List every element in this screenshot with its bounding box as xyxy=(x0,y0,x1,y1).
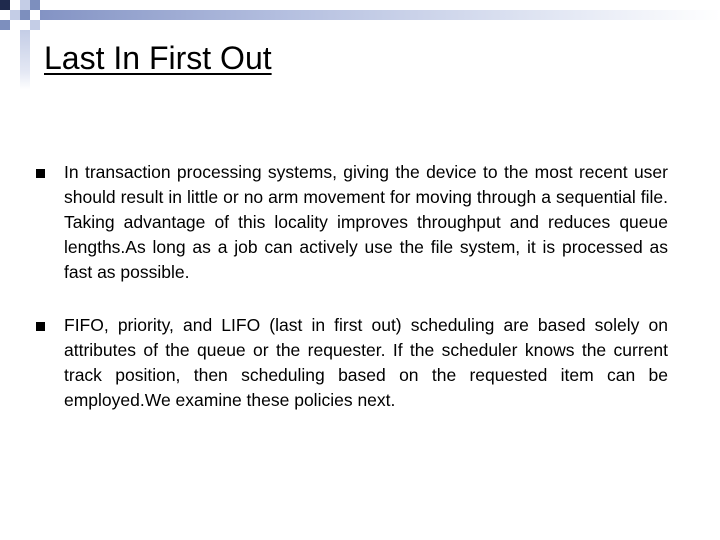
bullet-item xyxy=(36,160,668,285)
bullet-list xyxy=(36,160,668,441)
decor-square xyxy=(30,0,40,10)
bullet-item xyxy=(36,313,668,413)
bullet-text: In transaction processing systems, giving the device to the most recent user should result in little or no arm movement for moving through a sequential file. Taking advantage of this locality improves throughput and reduces queue lengths.As long as a job can actively use the file system, it is processed as fast as possible. xyxy=(64,162,668,282)
decorative-top-bar xyxy=(40,10,720,20)
decor-square xyxy=(0,0,10,10)
decor-square xyxy=(20,0,30,10)
decor-square xyxy=(0,20,10,30)
square-bullet-icon xyxy=(36,169,64,178)
decor-square xyxy=(10,10,20,20)
square-bullet-icon xyxy=(36,322,64,331)
decor-square xyxy=(30,20,40,30)
decorative-checker-pattern xyxy=(0,0,60,40)
decorative-left-bar xyxy=(20,30,30,90)
bullet-text: FIFO, priority, and LIFO (last in first out) scheduling are based solely on attributes of the queue or the requester. If the scheduler knows the current track position, then scheduling based on the requested item can be employed.We examine these policies next. xyxy=(64,315,668,410)
slide-title: Last In First Out xyxy=(44,40,272,76)
decor-square xyxy=(20,10,30,20)
